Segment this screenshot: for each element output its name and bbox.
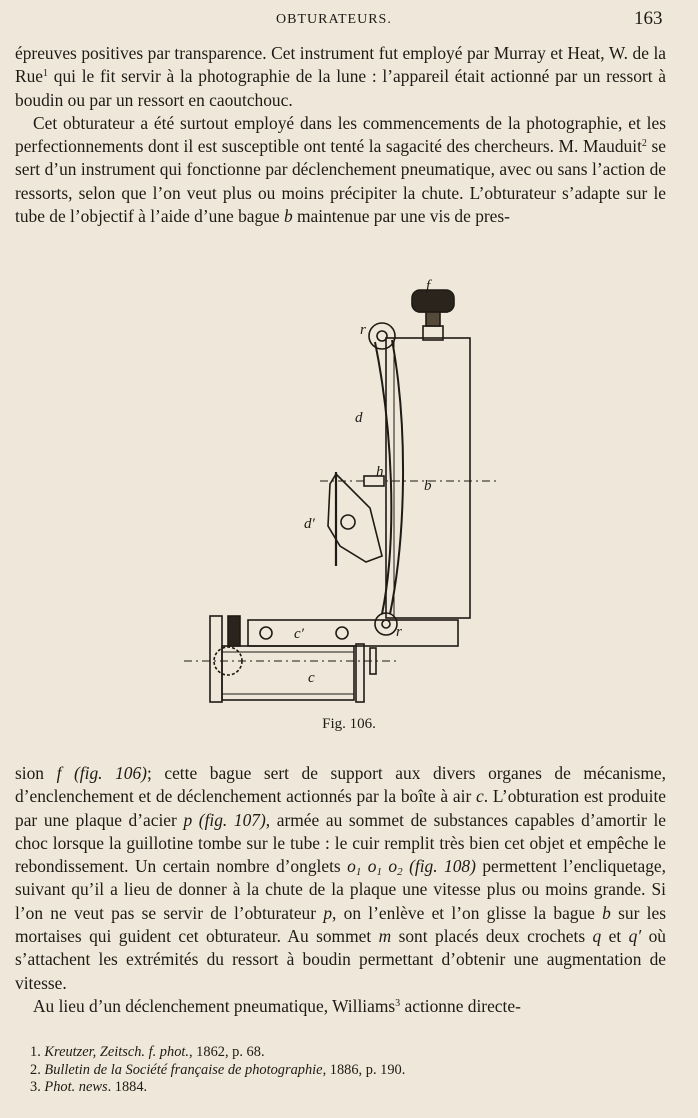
figure-caption: Fig. 106. <box>322 716 376 732</box>
p3-t5: permettent l’encliquetage, suivant qu’il a lieu de donner à la chute de la plaque une vitesse plus ou moins grande. Si l’on ne veut pas se servir de l’obturateur <box>15 856 666 923</box>
paragraph-2-text-c: maintenue par une vis de pres- <box>292 206 510 227</box>
paragraph-2 <box>15 112 666 228</box>
footnote-ref-1: 1 <box>43 68 49 80</box>
footnote-1-source: Kreutzer, Zeitsch. f. phot. <box>44 1044 189 1060</box>
air-box-cylinder <box>222 646 354 700</box>
label-c-prime: c′ <box>294 626 304 642</box>
paragraph-1-text-b: qui le fit servir à la photographie de la lune : l’appareil était actionné par un ressort à boudin ou par un ressort en caoutchouc. <box>15 66 666 110</box>
page-number: 163 <box>634 8 663 29</box>
footnotes <box>30 1044 670 1097</box>
label-h: h <box>376 464 384 480</box>
label-b: b <box>424 478 432 494</box>
paragraph-2-text-a: Cet obturateur a été surtout employé dans les commencements de la photographie, et les perfectionnements dont il est susceptible ont tenté la sagacité des chercheurs. M. Mauduit <box>15 112 666 157</box>
footnote-3-number: 3. <box>30 1079 41 1095</box>
p3-i4: (fig. 108) <box>409 856 476 877</box>
p3-i1: f (fig. 106) <box>56 763 147 783</box>
bottom-text-block <box>15 762 666 1018</box>
p3-i2: c <box>476 786 484 807</box>
p3-t6: , on l’enlève et l’on glisse la bague <box>332 902 603 923</box>
label-d-prime: d′ <box>304 516 315 532</box>
bar-c-prime <box>248 620 458 646</box>
footnote-3-detail: . 1884. <box>107 1079 148 1095</box>
onglet-letter: o <box>347 856 356 877</box>
footnote-3-source: Phot. news <box>44 1079 108 1095</box>
shutter-figure-106 <box>170 276 510 716</box>
top-text-block <box>15 42 666 228</box>
onglet-sub-2: 1 <box>376 866 382 879</box>
paragraph-1-text-a: épreuves positives par transparence. Cet instrument fut employé par Murray et Heat, W. de la Rue <box>15 43 666 87</box>
label-d: d <box>355 410 363 426</box>
top-pivot <box>369 323 395 349</box>
p3-i3: p (fig. 107) <box>183 809 266 830</box>
p3-i6: b <box>602 902 611 923</box>
paragraph-3 <box>15 762 666 995</box>
footnote-1 <box>30 1044 670 1062</box>
variable-b: b <box>283 206 293 227</box>
footnote-1-number: 1. <box>30 1044 41 1060</box>
p3-i9: q′ <box>628 926 642 947</box>
p3-i7: m <box>378 926 392 947</box>
onglet-sub-3: 2 <box>397 866 403 879</box>
paragraph-4-text-b: actionne directe- <box>400 995 521 1016</box>
onglet-o2 <box>388 856 403 879</box>
p3-t2: ; cette bague sert de support aux divers organes de mécanisme, d’enclenchement et de déclenchement actionnés par la boîte à air <box>15 763 666 807</box>
paragraph-2-text-b: se sert d’un instrument qui fonctionne par déclenchement pneumatique, avec ou sans l’action de ressorts, selon que l’on veut plus ou moins précipiter la chute. L’obturateur s’adapte sur le tube de l’objectif à l’aide d’une bague <box>15 136 666 227</box>
p3-i8: q <box>592 926 602 947</box>
onglet-letter: o <box>388 856 398 877</box>
p3-t9: et <box>601 926 629 947</box>
footnote-2-source: Bulletin de la Société française de photographie <box>44 1061 323 1078</box>
p3-t1: sion <box>15 763 57 783</box>
running-title: OBTURATEURS. <box>276 12 392 27</box>
footnote-ref-2: 2 <box>641 138 647 150</box>
cylinder-end-cap <box>210 616 222 702</box>
onglet-sub-1: 1 <box>355 866 362 879</box>
label-r-bottom: r <box>396 624 402 640</box>
page-header <box>0 8 698 34</box>
footnote-ref-3: 3 <box>395 997 401 1009</box>
footnote-1-detail: , 1862, p. 68. <box>188 1044 265 1060</box>
label-f: f <box>426 278 431 294</box>
p3-i5: p <box>323 902 333 923</box>
p3-t3: . L’obturation est produite par une plaque d’acier <box>15 786 666 830</box>
screw-knob <box>412 290 454 312</box>
label-c: c <box>308 670 315 686</box>
onglet-letter: o <box>367 856 377 877</box>
footnote-2-detail: , 1886, p. 190. <box>322 1061 406 1078</box>
footnote-2 <box>30 1062 670 1080</box>
p3-t4: , armée au sommet de substances capables d’amortir le choc lorsque la guillotine tombe sur le tube : le cuir remplit très bien cet objet et empêche le rebondissement. Un certain nombre d’onglets <box>15 809 666 877</box>
onglet-o1b <box>367 856 382 879</box>
paragraph-4-text-a: Au lieu d’un déclenchement pneumatique, Williams <box>33 995 396 1016</box>
paragraph-4 <box>15 995 666 1018</box>
p3-t8: sont placés deux crochets <box>391 926 593 947</box>
p3-t10: où s’attachent les extrémités du ressort à boudin permettant d’obtenir une augmentation de vitesse. <box>15 926 667 993</box>
paragraph-1 <box>15 42 666 112</box>
footnote-2-number: 2. <box>30 1061 41 1078</box>
p3-t7: sur les mortaises qui guident cet obturateur. Au sommet <box>15 902 666 947</box>
label-r-top: r <box>360 322 366 338</box>
onglet-o1 <box>347 856 362 879</box>
footnote-3 <box>30 1079 670 1097</box>
